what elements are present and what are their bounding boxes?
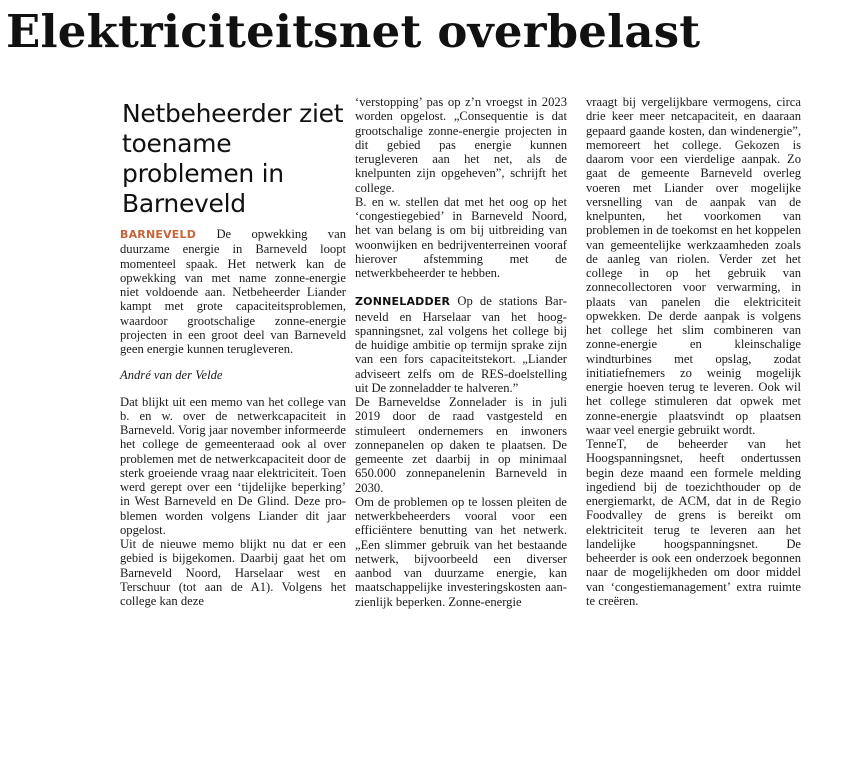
paragraph: Om de problemen op te lossen pleiten de netwerkbeheerders vooral voor een efficiëntere benutting van het netwerk. „Een slimmer gebruik van het bestaande netwerk, bijvoorbeeld een diverser aanbod van duurzame energie, kan maatschappelijke investeringskosten aanzienlijk beperken. Zonne-energie <box>355 494 567 609</box>
paragraph: TenneT, de beheerder van het Hoogspanningsnet, heeft ondertussen begin deze maand een formele melding ingediend bij de toezichthouder op de energiemarkt, de ACM, dat in de Regio Foodvalley de grens is bereikt om elektriciteit terug te leveren aan het landelijke hoogspanningsnet. De beheerder is ook een onderzoek begonnen naar de mogelijkheden om door middel van ‘congestiemanagement’ extra ruimte te creëren. <box>586 437 801 608</box>
byline: André van der Velde <box>120 368 223 383</box>
dateline: BARNEVELD <box>120 228 197 241</box>
paragraph: vraagt bij vergelijkbare vermogens, circa drie keer meer netcapaciteit, en daaraan gepaard gaande kosten, dan windenergie”, memoreert het college. Gekozen is daarom voor een vierdelige aanpak. Zo gaat de gemeente Barneveld overleg voeren met Liander over mogelijke versnelling van de aanpak van de knelpunten, het voorkomen van problemen in de toekomst en het koppelen van gemeentelijke werkzaamheden zoals de aanleg van riolen. Verder zet het college in op het gebruik van zonnecollectoren voor verwarming, in plaats van panelen die elektriciteit opwekken. De derde aanpak is volgens het college het slim combineren van zonne-energie en kleinschalige windturbines met opslag, zodat initiatiefnemers zo weinig mogelijk energie hoeven terug te leveren. Ook wil het college stimuleren dat opwek met zonne-energie plaatsvindt op plaatsen waar veel energie gebruikt wordt. <box>586 95 801 437</box>
paragraph: ‘verstopping’ pas op z’n vroegst in 2023 worden opgelost. „Consequentie is dat grootschalige zonne-energie projecten in dit gebied pas energie kunnen terugleveren aan het net, als de knelpunten zijn opgeheven”, schrijft het college. <box>355 95 567 195</box>
lead-paragraph <box>120 227 346 356</box>
kicker-text: Op de stations Barneveld en Harselaar van het hoogspanningsnet, zal volgens het college bij de huidige ambitie op termijn sprake zijn van een fors capaciteitstekort. „Liander adviseert zelfs om de RES-doelstelling uit De zonneladder te halveren.” <box>355 294 567 395</box>
article-column-1 <box>120 99 346 608</box>
paragraph: Uit de nieuwe memo blijkt nu dat er een gebied is bijgekomen. Daarbij gaat het om Barneveld Noord, Harselaar west en Terschuur (tot aan de A1). Volgens het college kan deze <box>120 537 346 608</box>
headline: Elektriciteitsnet overbelast <box>6 5 701 58</box>
article-column-2 <box>355 95 567 609</box>
article-column-3 <box>586 95 801 608</box>
paragraph: De Barneveldse Zonnelader is in juli 2019 door de raad vastgesteld en stimuleert ondernemers en inwoners zonnepanelen op daken te plaatsen. De gemeente zet daarbij in op minimaal 650.000 zonnepanelenin Barneveld in 2030. <box>355 395 567 495</box>
lead-text: De opwekking van duurzame energie in Barneveld loopt momenteel spaak. Het netwerk kan de opwekking van met name zonne-energie niet voldoende aan. Netbeheerder Liander kampt met grote capaciteitsproblemen, waardoor grootschalige zonne-energie projecten in een groot deel van Barneveld geen energie kunnen terugleveren. <box>120 227 346 356</box>
subheadline: Netbeheerder ziet toename problemen in Barneveld <box>122 99 344 218</box>
kicker: ZONNELADDER <box>355 295 451 309</box>
kicker-paragraph <box>355 294 567 395</box>
paragraph: B. en w. stellen dat met het oog op het ‘congestiegebied’ in Barneveld Noord, het van belang is om bij uitbreiding van woonwijken en bedrijventerreinen vooraf hierover afstemming met de netwerkbeheerder te hebben. <box>355 194 567 280</box>
paragraph: Dat blijkt uit een memo van het college van b. en w. over de netwerkcapaciteit in Barneveld. Vorig jaar november informeerde het college de gemeenteraad ook al over problemen met de netwerkcapaciteit door de sterk groeiende vraag naar elektriciteit. Toen werd gerept over een ‘tijdelijke beperking’ in West Barneveld en De Glind. Deze problemen worden volgens Liander dit jaar opgelost. <box>120 394 346 537</box>
